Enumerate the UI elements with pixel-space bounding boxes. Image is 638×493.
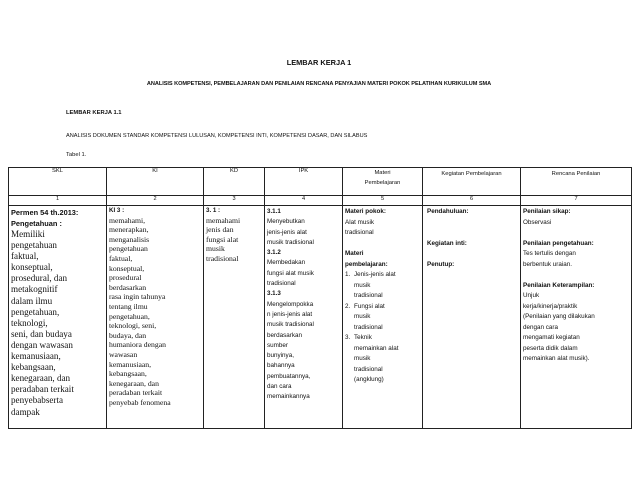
ki-line: pengetahuan: [109, 244, 148, 254]
skl-line: faktual,: [11, 251, 39, 262]
ipk-line: tradisional: [267, 280, 296, 288]
ki-title: KI 3 :: [109, 207, 125, 214]
materi-item-line: musik: [354, 313, 371, 320]
kd-line: fungsi alat: [206, 234, 239, 244]
column-number: 4: [265, 196, 343, 206]
skl-line: dampak: [11, 406, 40, 417]
document-title: LEMBAR KERJA 1: [286, 58, 352, 67]
materi-pembelajaran-label: Materi: [345, 250, 364, 257]
materi-item-line: memainkan alat: [354, 344, 399, 352]
penilaian-keterampilan-label: Penilaian Keterampilan:: [523, 281, 595, 289]
materi-item: [345, 302, 420, 313]
materi-item-line: musik: [354, 355, 371, 362]
skl-line: dengan wawasan: [11, 339, 73, 350]
ki-line: humaniora dengan: [109, 340, 166, 350]
skl-line: dalam ilmu: [11, 295, 53, 306]
cell-penilaian: [521, 206, 632, 429]
cell-ipk: [265, 206, 343, 429]
ki-line: teknologi, seni,: [109, 321, 157, 331]
ipk-line: dan cara: [267, 383, 292, 391]
penilaian-sikap-label: Penilaian sikap:: [523, 208, 571, 215]
header-materi-text: Materi Pembelajaran: [364, 170, 401, 186]
ki-line: penyebab fenomena: [109, 397, 171, 407]
cell-kegiatan: [423, 206, 521, 429]
kegiatan-inti: Kegiatan inti:: [427, 239, 467, 247]
ipk-line: fungsi alat musik: [267, 269, 314, 277]
ki-line: menganalisis: [109, 234, 150, 244]
skl-line: metakognitif: [11, 284, 58, 295]
penilaian-sikap-value: Observasi: [523, 218, 552, 226]
ki-line: konseptual,: [109, 263, 145, 273]
kegiatan-penutup: Penutup:: [427, 260, 455, 268]
ipk-line: musik tradisional: [267, 321, 314, 329]
ipk-code: 3.1.1: [267, 208, 281, 215]
materi-item-number: 2.: [345, 302, 351, 310]
ki-line: wawasan: [109, 349, 138, 359]
skl-line: kenegaraan, dan: [11, 373, 71, 384]
ki-line: prosedural: [109, 273, 142, 283]
section-title: LEMBAR KERJA 1.1: [66, 110, 122, 116]
ipk-line: Menyebutkan: [267, 218, 305, 226]
kd-line: tradisional: [206, 253, 239, 263]
penilaian-keterampilan-line: peserta didik dalam: [523, 344, 578, 352]
table-header-row: [9, 168, 632, 196]
skl-line: teknologi,: [11, 317, 48, 328]
cell-materi: [343, 206, 423, 429]
materi-pembelajaran-label: pembelajaran:: [345, 260, 388, 268]
ki-line: kenegaraan, dan: [109, 378, 159, 388]
ipk-line: sumber: [267, 341, 288, 349]
ki-line: pengetahuan,: [109, 311, 150, 321]
skl-line: penyebabserta: [11, 395, 64, 406]
skl-line: seni, dan budaya: [11, 328, 72, 339]
ki-line: tentang ilmu: [109, 301, 148, 311]
skl-line: pengetahuan: [11, 240, 57, 251]
ipk-line: pembuatannya,: [267, 372, 311, 380]
materi-pokok-label: Materi pokok:: [345, 208, 386, 215]
ipk-line: jenis-jenis alat: [267, 228, 307, 236]
header-ki: KI: [107, 168, 204, 196]
skl-line: konseptual,: [11, 262, 53, 273]
table-number-row: [9, 196, 632, 206]
column-number: 6: [423, 196, 521, 206]
kd-line: musik: [206, 244, 225, 254]
penilaian-keterampilan-line: (Penilaian yang dilakukan: [523, 313, 595, 320]
kd-line: jenis dan: [206, 225, 234, 235]
ki-line: peradaban terkait: [109, 388, 163, 398]
cell-skl: [9, 206, 107, 429]
skl-line: kemanusiaan,: [11, 351, 61, 362]
spacer: [345, 239, 420, 250]
ki-line: budaya, dan: [109, 330, 147, 340]
skl-line: pengetahuan,: [11, 306, 60, 317]
ipk-line: berdasarkan: [267, 331, 303, 339]
ki-line: kebangsaan,: [109, 369, 147, 379]
penilaian-keterampilan-line: kerja/kinerja/praktik: [523, 302, 578, 310]
header-materi: [343, 168, 423, 196]
penilaian-keterampilan-line: Unjuk: [523, 292, 540, 299]
penilaian-pengetahuan-line: Tes tertulis dengan: [523, 250, 576, 257]
header-ipk: IPK: [265, 168, 343, 196]
materi-item-line: (angklung): [354, 376, 384, 383]
materi-item-text: Jenis-jenis alat: [354, 271, 396, 278]
kd-title: 3. 1 :: [206, 207, 221, 214]
kd-line: memahami: [206, 215, 241, 225]
header-kd: KD: [204, 168, 265, 196]
skl-label: Pengetahuan :: [11, 219, 62, 228]
header-penilaian: Rencana Penilaian: [521, 168, 632, 196]
ipk-code: 3.1.3: [267, 290, 281, 298]
ipk-line: musik tradisional: [267, 238, 314, 246]
ki-line: memahami,: [109, 215, 146, 225]
column-number: 2: [107, 196, 204, 206]
ipk-line: Mengelompokka: [267, 300, 314, 308]
document-subtitle: ANALISIS KOMPETENSI, PEMBELAJARAN DAN PENILAIAN RENCANA PENYAJIAN MATERI POKOK PELATIHAN KURIKULUM SMA: [146, 81, 492, 87]
cell-ki: [107, 206, 204, 429]
skl-title: Permen 54 th.2013:: [11, 208, 79, 217]
ki-line: kemanusiaan,: [109, 359, 152, 369]
section-description: ANALISIS DOKUMEN STANDAR KOMPETENSI LULUSAN, KOMPETENSI INTI, KOMPETENSI DASAR, DAN SILABUS: [66, 133, 368, 139]
materi-item: [345, 333, 420, 344]
table-body-row: [9, 206, 632, 429]
penilaian-pengetahuan-line: berbentuk uraian.: [523, 260, 573, 268]
ipk-line: Membedakan: [267, 259, 306, 267]
ki-line: berdasarkan: [109, 282, 147, 292]
materi-item-line: tradisional: [354, 292, 383, 299]
ipk-code: 3.1.2: [267, 249, 281, 257]
ipk-line: n jenis-jenis alat: [267, 310, 313, 318]
materi-item-line: tradisional: [354, 365, 383, 373]
materi-item-line: musik: [354, 281, 371, 289]
skl-line: prosedural, dan: [11, 273, 68, 284]
header-skl: SKL: [9, 168, 107, 196]
skl-line: peradaban terkait: [11, 384, 74, 395]
header-kegiatan: Kegiatan Pembelajaran: [423, 168, 521, 196]
materi-pokok-line: Alat musik: [345, 218, 375, 226]
materi-item-number: 1.: [345, 271, 351, 278]
cell-kd: [204, 206, 265, 429]
materi-item: [345, 270, 420, 281]
column-number: 5: [343, 196, 423, 206]
spacer: [427, 218, 518, 239]
skl-line: Memiliki: [11, 229, 45, 239]
ki-line: rasa ingin tahunya: [109, 292, 166, 302]
ki-line: menerapkan,: [109, 225, 149, 235]
spacer: [523, 228, 629, 239]
spacer: [523, 270, 629, 281]
table-label: Tabel 1.: [66, 152, 87, 158]
analysis-table: [8, 167, 632, 429]
penilaian-keterampilan-line: memainkan alat musik).: [523, 355, 590, 362]
skl-line: kebangsaan,: [11, 362, 56, 373]
ipk-line: bunyinya,: [267, 352, 294, 360]
ki-line: faktual,: [109, 253, 133, 263]
column-number: 7: [521, 196, 632, 206]
materi-item-text: Fungsi alat: [354, 302, 385, 310]
penilaian-keterampilan-line: mengamati kegiatan: [523, 334, 580, 341]
ipk-line: memainkannya: [267, 393, 310, 401]
materi-pokok-line: tradisional: [345, 229, 374, 236]
column-number: 3: [204, 196, 265, 206]
kegiatan-pendahuluan: Pendahuluan:: [427, 208, 469, 215]
materi-item-line: tradisional: [354, 323, 383, 331]
penilaian-keterampilan-line: dengan cara: [523, 323, 559, 331]
penilaian-pengetahuan-label: Penilaian pengetahuan:: [523, 239, 594, 247]
column-number: 1: [9, 196, 107, 206]
spacer: [427, 249, 518, 260]
materi-item-text: Teknik: [354, 334, 372, 341]
materi-item-number: 3.: [345, 334, 351, 341]
ipk-line: bahannya: [267, 362, 295, 370]
